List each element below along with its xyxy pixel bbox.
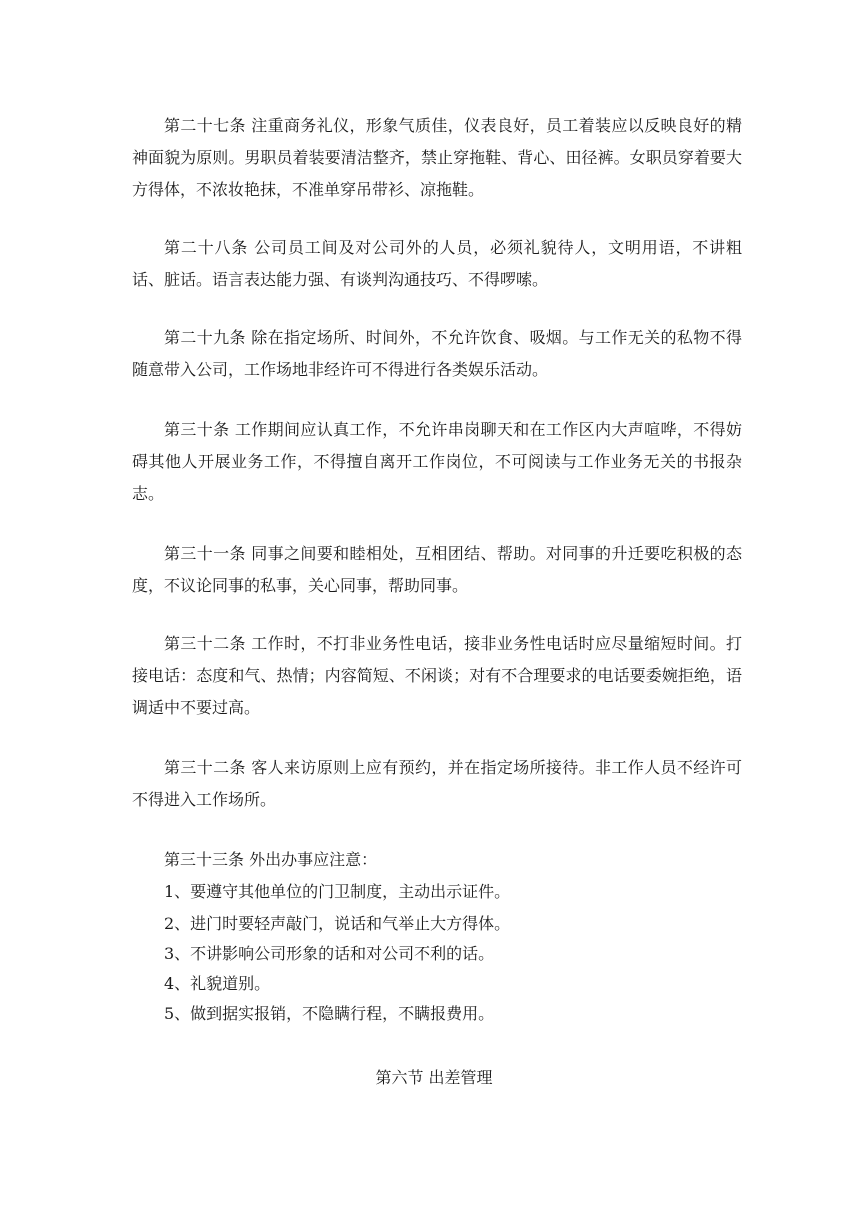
list-item: 2、进门时要轻声敲门，说话和气举止大方得体。 xyxy=(164,914,511,933)
article-29: 第二十九条 除在指定场所、时间外，不允许饮食、吸烟。与工作无关的私物不得随意带入公司，工作场地非经许可不得进行各类娱乐活动。 xyxy=(132,328,742,379)
list-item: 3、不讲影响公司形象的话和对公司不利的话。 xyxy=(164,944,495,963)
article-32a: 第三十二条 工作时，不打非业务性电话，接非业务性电话时应尽量缩短时间。打接电话：态度和气、热情；内容简短、不闲谈；对有不合理要求的电话要委婉拒绝，语调适中不要过高。 xyxy=(132,634,742,717)
list-item: 4、礼貌道别。 xyxy=(164,974,271,993)
list-item: 1、要遵守其他单位的门卫制度，主动出示证件。 xyxy=(164,882,511,901)
article-28: 第二十八条 公司员工间及对公司外的人员，必须礼貌待人，文明用语，不讲粗话、脏话。语言表达能力强、有谈判沟通技巧、不得啰嗦。 xyxy=(132,238,742,289)
article-32b: 第三十二条 客人来访原则上应有预约，并在指定场所接待。非工作人员不经许可不得进入工作场所。 xyxy=(132,758,742,809)
article-27: 第二十七条 注重商务礼仪，形象气质佳，仪表良好，员工着装应以反映良好的精神面貌为原则。男职员着装要清洁整齐，禁止穿拖鞋、背心、田径裤。女职员穿着要大方得体，不浓妆艳抹，不准单穿吊带衫、凉拖鞋。 xyxy=(132,116,742,199)
article-33-heading: 第三十三条 外出办事应注意： xyxy=(164,850,378,869)
section-title: 第六节 出差管理 xyxy=(375,1068,493,1087)
list-item: 5、做到据实报销，不隐瞒行程，不瞒报费用。 xyxy=(164,1004,495,1023)
article-31: 第三十一条 同事之间要和睦相处，互相团结、帮助。对同事的升迁要吃积极的态度，不议论同事的私事，关心同事，帮助同事。 xyxy=(132,544,742,595)
article-30: 第三十条 工作期间应认真工作，不允许串岗聊天和在工作区内大声喧哗，不得妨碍其他人开展业务工作，不得擅自离开工作岗位，不可阅读与工作业务无关的书报杂志。 xyxy=(132,420,742,503)
